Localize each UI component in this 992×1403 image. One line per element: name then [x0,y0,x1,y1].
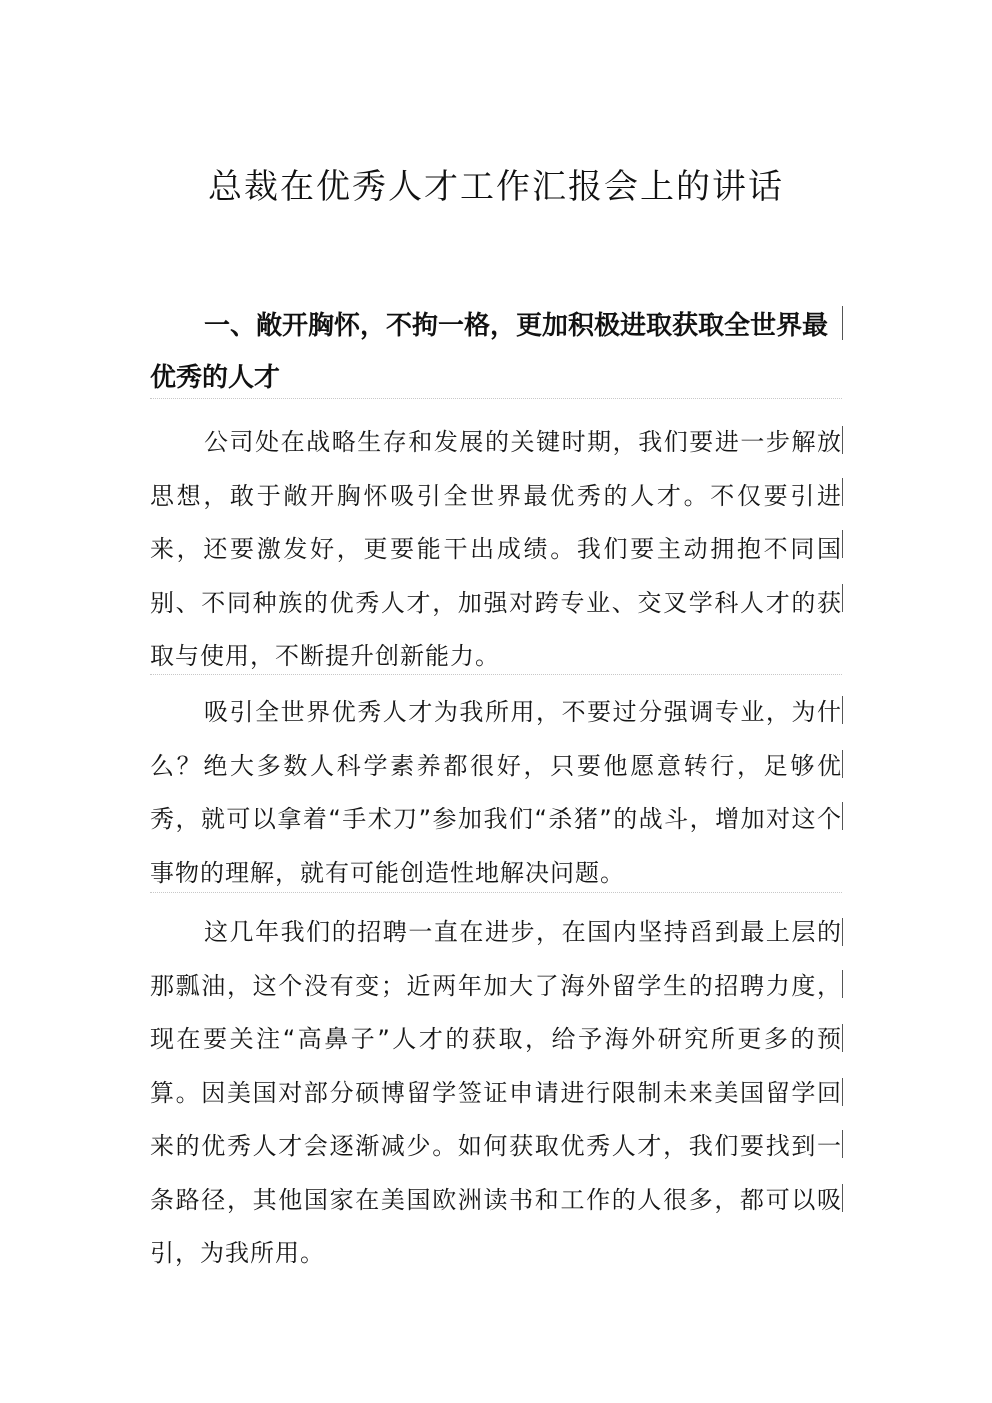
margin-bar [842,696,843,724]
paragraph-2: 吸引全世界优秀人才为我所用，不要过分强调专业，为什么？绝大多数人科学素养都很好，只要他愿意转行，足够优秀，就可以拿着“手术刀”参加我们“杀猪”的战斗，增加对这个事物的理解，就有可能创造性地解决问题。 [150,698,842,887]
divider [150,398,842,399]
margin-bar [842,1184,843,1212]
margin-bar [842,1130,843,1158]
margin-bar [842,918,843,946]
margin-bar [842,584,843,612]
margin-bar [842,306,843,340]
margin-bar [842,802,843,830]
divider [150,892,842,893]
section-heading: 一、敞开胸怀，不拘一格，更加积极进取获取全世界最优秀的人才 [150,311,829,393]
margin-bar [842,750,843,778]
margin-bar [842,970,843,998]
margin-bar [842,1024,843,1052]
margin-bar [842,1078,843,1106]
document-title: 总裁在优秀人才工作汇报会上的讲话 [208,167,784,207]
paragraph-3: 这几年我们的招聘一直在进步，在国内坚持舀到最上层的那瓢油，这个没有变；近两年加大了海外留学生的招聘力度，现在要关注“高鼻子”人才的获取，给予海外研究所更多的预算。因美国对部分硕博留学签证申请进行限制未来美国留学回来的优秀人才会逐渐减少。如何获取优秀人才，我们要找到一条路径，其他国家在美国欧洲读书和工作的人很多，都可以吸引，为我所用。 [150,918,842,1267]
margin-bar [842,530,843,558]
divider [150,674,842,675]
paragraph-1: 公司处在战略生存和发展的关键时期，我们要进一步解放思想，敢于敞开胸怀吸引全世界最优秀的人才。不仅要引进来，还要激发好，更要能干出成绩。我们要主动拥抱不同国别、不同种族的优秀人才，加强对跨专业、交叉学科人才的获取与使用，不断提升创新能力。 [150,428,842,670]
margin-bar [842,426,843,454]
margin-bar [842,478,843,506]
